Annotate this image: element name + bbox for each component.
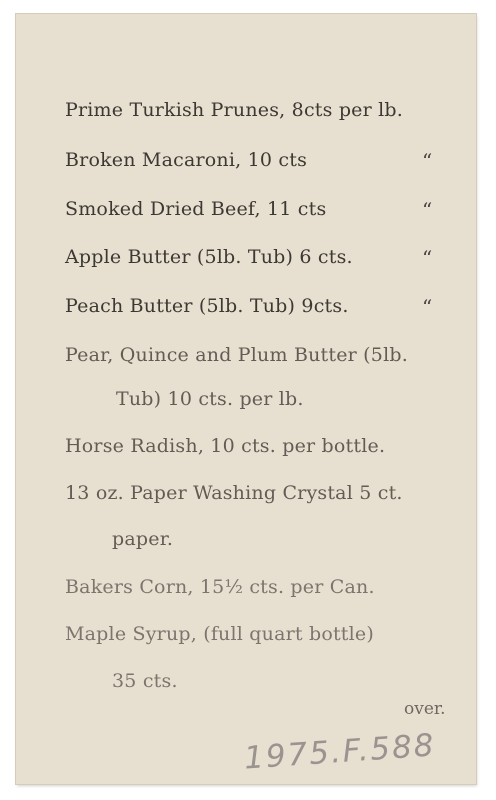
item-dried-beef: Smoked Dried Beef, 11 cts — [65, 198, 327, 220]
accession-number: 1975.F.588 — [242, 727, 437, 777]
item-bakers-corn: Bakers Corn, 15½ cts. per Can. — [65, 576, 375, 598]
item-peach-butter: Peach Butter (5lb. Tub) 9cts. — [65, 295, 349, 317]
item-maple-syrup: Maple Syrup, (full quart bottle) — [65, 623, 374, 645]
item-pear-quince-plum-cont: Tub) 10 cts. per lb. — [116, 388, 304, 410]
item-washing-crystal: 13 oz. Paper Washing Crystal 5 ct. — [65, 482, 403, 504]
item-prunes: Prime Turkish Prunes, 8cts per lb. — [65, 99, 404, 121]
item-horse-radish: Horse Radish, 10 cts. per bottle. — [65, 435, 386, 457]
item-maple-syrup-cont: 35 cts. — [112, 670, 178, 692]
ditto-mark: “ — [422, 149, 433, 173]
over-note: over. — [404, 699, 446, 719]
price-list-card — [16, 14, 476, 784]
ditto-mark: “ — [422, 246, 433, 270]
item-pear-quince-plum: Pear, Quince and Plum Butter (5lb. — [65, 344, 408, 366]
item-washing-crystal-cont: paper. — [112, 528, 174, 550]
item-macaroni: Broken Macaroni, 10 cts — [65, 149, 308, 171]
ditto-mark: “ — [422, 198, 433, 222]
item-apple-butter: Apple Butter (5lb. Tub) 6 cts. — [65, 246, 353, 268]
ditto-mark: “ — [422, 295, 433, 319]
